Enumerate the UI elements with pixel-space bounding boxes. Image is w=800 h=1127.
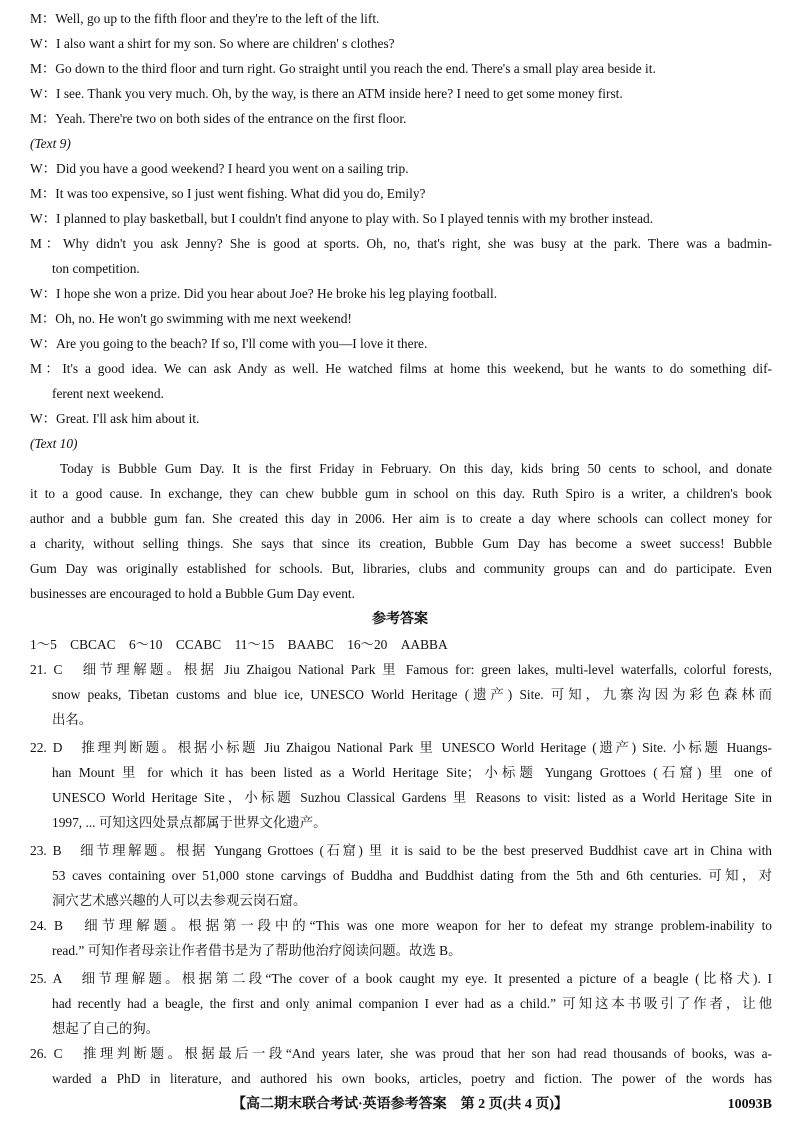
passage-line: a charity, without selling things. She says that since its creation, Bubble Gum Day has become a sweet success! Bubble xyxy=(30,536,772,551)
section-label: (Text 10) xyxy=(30,436,78,451)
explanation-line: 1997, ... 可知这四处景点都属于世界文化遗产。 xyxy=(52,815,327,830)
section-label: (Text 9) xyxy=(30,136,71,151)
dialogue-line: M：Why didn't you ask Jenny? She is good at sports. Oh, no, that's right, she was busy at the park. There was a badmin- xyxy=(30,236,772,251)
dialogue-line: W：Are you going to the beach? If so, I'll come with you—I love it there. xyxy=(30,336,428,351)
explanation-line: 25. A 细节理解题。根据第二段“The cover of a book caught my eye. It presented a picture of a beagle (比格犬). I xyxy=(30,971,772,986)
dialogue-line-cont: ton competition. xyxy=(52,261,140,276)
dialogue-line: M：Well, go up to the fifth floor and they're to the left of the lift. xyxy=(30,11,380,26)
explanation-line: 21. C 细节理解题。根据 Jiu Zhaigou National Park 里 Famous for: green lakes, multi-level waterfalls, colorful forests, xyxy=(30,662,772,677)
answers-heading: 参考答案 xyxy=(372,612,428,627)
passage-line: Gum Day was originally established for schools. But, libraries, clubs and community groups can and do participate. Even xyxy=(30,561,772,576)
dialogue-line: W：Did you have a good weekend? I heard you went on a sailing trip. xyxy=(30,161,409,176)
explanation-line: 53 caves containing over 51,000 stone carvings of Buddha and Buddhist dating from the 5th and 6th centuries. 可知，对 xyxy=(52,868,772,883)
dialogue-line: M：It's a good idea. We can ask Andy as well. He watched films at home this weekend, but he wants to do something dif- xyxy=(30,361,772,376)
footer-code: 10093B xyxy=(727,1097,772,1112)
explanation-line: had recently had a beagle, the first and only animal companion I ever had as a child.” 可知这本书吸引了作者，让他 xyxy=(52,996,772,1011)
explanation-line: 22. D 推理判断题。根据小标题 Jiu Zhaigou National Park 里 UNESCO World Heritage (遗产) Site. 小标题 Huangs- xyxy=(30,740,772,755)
passage-line: it to a good cause. In exchange, they can chew bubble gum in school on this day. Ruth Spiro is a writer, a children's book xyxy=(30,486,772,501)
dialogue-line: W：I see. Thank you very much. Oh, by the way, is there an ATM inside here? I need to get some money first. xyxy=(30,86,623,101)
passage-line: businesses are encouraged to hold a Bubble Gum Day event. xyxy=(30,586,356,601)
explanation-line: han Mount 里 for which it has been listed as a World Heritage Site；小标题 Yungang Grottoes (石窟) 里 one of xyxy=(52,765,772,780)
explanation-line: 出名。 xyxy=(52,712,93,727)
dialogue-line: W：I planned to play basketball, but I couldn't find anyone to play with. So I played tennis with my brother instead. xyxy=(30,211,654,226)
explanation-line: warded a PhD in literature, and authored his own books, articles, poetry and fiction. The power of the words has xyxy=(52,1071,772,1086)
explanation-line: snow peaks, Tibetan customs and blue ice, UNESCO World Heritage (遗产) Site. 可知，九寨沟因为彩色森林而 xyxy=(52,687,772,702)
explanation-line: 洞穴艺术感兴趣的人可以去参观云岗石窟。 xyxy=(52,893,307,908)
explanation-line: 24. B 细节理解题。根据第一段中的“This was one more weapon for her to defeat my strange problem-inability to xyxy=(30,918,772,933)
dialogue-line: W：Great. I'll ask him about it. xyxy=(30,411,200,426)
dialogue-line: W：I hope she won a prize. Did you hear about Joe? He broke his leg playing football. xyxy=(30,286,498,301)
explanation-line: read.” 可知作者母亲让作者借书是为了帮助他治疗阅读问题。故选 B。 xyxy=(52,943,462,958)
passage-line: author and a bubble gum fan. She created this day in 2006. Her aim is to create a day where schools can collect money for xyxy=(30,511,772,526)
answer-key: 1～5 CBCAC 6～10 CCABC 11～15 BAABC 16～20 AABBA xyxy=(30,637,448,652)
dialogue-line: M：Yeah. There're two on both sides of the entrance on the first floor. xyxy=(30,111,407,126)
passage-line: Today is Bubble Gum Day. It is the first Friday in February. On this day, kids bring 50 cents to school, and donate xyxy=(60,461,772,476)
dialogue-line: M：It was too expensive, so I just went fishing. What did you do, Emily? xyxy=(30,186,426,201)
footer-title: 【高二期末联合考试·英语参考答案 第 2 页(共 4 页)】 xyxy=(232,1097,568,1112)
explanation-line: 想起了自己的狗。 xyxy=(52,1021,160,1036)
dialogue-line: M：Oh, no. He won't go swimming with me next weekend! xyxy=(30,311,352,326)
explanation-line: 23. B 细节理解题。根据 Yungang Grottoes (石窟) 里 it is said to be the best preserved Buddhist cave art in China with xyxy=(30,843,772,858)
dialogue-line-cont: ferent next weekend. xyxy=(52,386,164,401)
explanation-line: 26. C 推理判断题。根据最后一段“And years later, she was proud that her son had read thousands of books, was a- xyxy=(30,1046,772,1061)
dialogue-line: M：Go down to the third floor and turn right. Go straight until you reach the end. There's a small play area beside it. xyxy=(30,61,656,76)
dialogue-line: W：I also want a shirt for my son. So where are children' s clothes? xyxy=(30,36,395,51)
explanation-line: UNESCO World Heritage Site，小标题 Suzhou Classical Gardens 里 Reasons to visit: listed as a World Heritage Site in xyxy=(52,790,772,805)
